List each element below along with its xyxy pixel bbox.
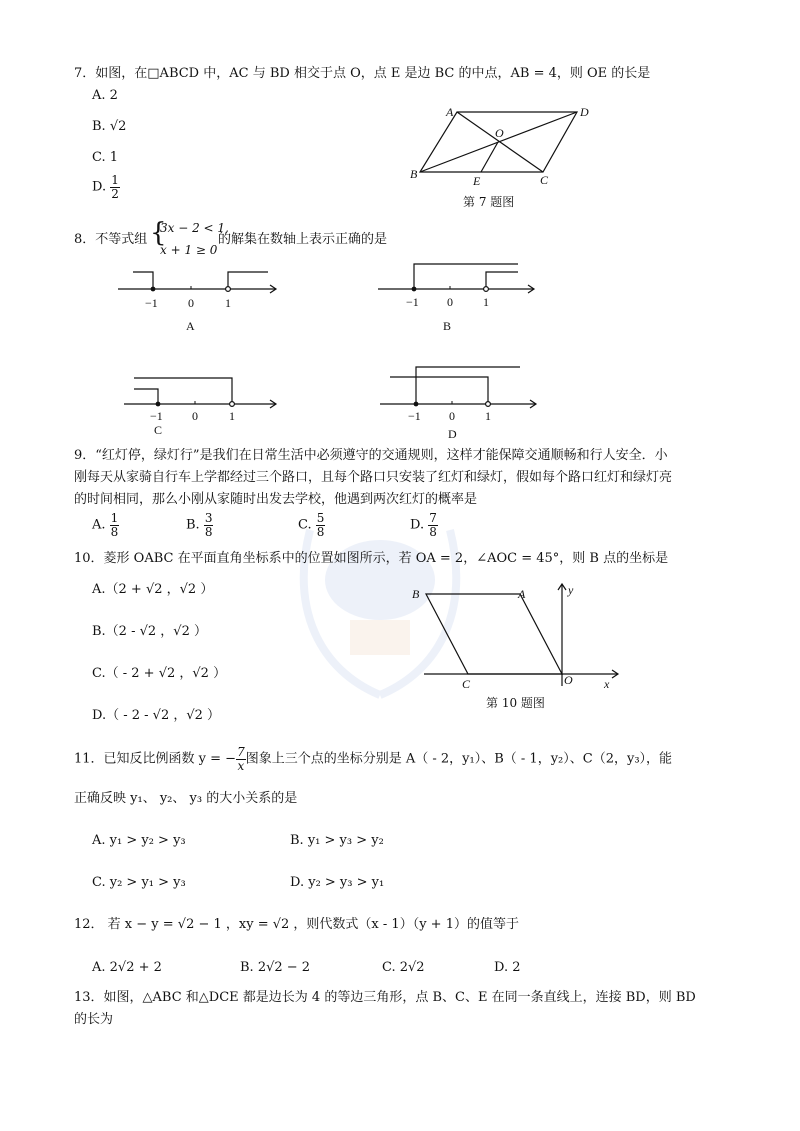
- q11-option-b[interactable]: B. y₁ > y₃ > y₂: [290, 833, 384, 848]
- svg-text:−1: −1: [145, 296, 158, 310]
- q12-option-a[interactable]: A. 2√2 + 2: [92, 960, 162, 975]
- q10-option-d[interactable]: D.（ - 2 - √2 ，√2 ）: [92, 708, 221, 723]
- q8-numberline-b[interactable]: [378, 260, 548, 340]
- q7-label-c: C: [540, 173, 549, 187]
- q10-label-x: x: [604, 677, 610, 691]
- q7-label-b: B: [410, 167, 418, 181]
- q8-ineq-1: 3x − 2 < 1,: [160, 221, 229, 235]
- q12-stem: 12． 若 x − y = √2 − 1 ，xy = √2 ，则代数式（x - 1）（y + 1）的值等于: [74, 917, 519, 932]
- q10-option-a[interactable]: A.（2 + √2 ，√2 ）: [92, 582, 214, 597]
- svg-text:0: 0: [188, 296, 194, 310]
- q7-label-a: A: [446, 105, 454, 119]
- q9-line-2: 刚每天从家骑自行车上学都经过三个路口，且每个路口只安装了红灯和绿灯，假如每个路口红灯和绿灯亮: [74, 470, 673, 485]
- q10-option-c[interactable]: C.（ - 2 + √2 ，√2 ）: [92, 666, 227, 681]
- q10-label-o: O: [564, 673, 573, 687]
- svg-text:1: 1: [483, 295, 489, 309]
- q7-option-d[interactable]: D. $\frac{1}{2}$: [92, 173, 119, 201]
- q10-label-c: C: [462, 677, 471, 691]
- q9-option-a[interactable]: A. $\frac{1}{8}$: [92, 511, 119, 539]
- svg-text:−1: −1: [406, 295, 419, 309]
- q9-line-1: 9．“红灯停，绿灯行”是我们在日常生活中必须遵守的交通规则，这样才能保障交通顺畅和行人安全．小: [74, 448, 668, 463]
- q11-option-a[interactable]: A. y₁ > y₂ > y₃: [92, 833, 186, 848]
- q7-option-b[interactable]: B. √2: [92, 119, 127, 134]
- q11-line-2: 正确反映 y₁、 y₂、 y₃ 的大小关系的是: [74, 791, 298, 806]
- q7-option-c[interactable]: C. 1: [92, 150, 119, 165]
- q7-figure-caption: 第 7 题图: [463, 195, 515, 209]
- q8-option-b-label: B: [443, 319, 452, 333]
- q9-option-b[interactable]: B. $\frac{3}{8}$: [186, 511, 213, 539]
- svg-text:0: 0: [447, 295, 453, 309]
- q10-label-a: A: [518, 587, 526, 601]
- svg-text:−1: −1: [408, 409, 421, 423]
- q7-label-d: D: [580, 105, 589, 119]
- svg-text:0: 0: [192, 409, 198, 423]
- q10-stem: 10．菱形 OABC 在平面直角坐标系中的位置如图所示，若 OA = 2，∠AOC = 45°，则 B 点的坐标是: [74, 551, 669, 566]
- q7-label-o: O: [495, 126, 504, 140]
- q10-figure-caption: 第 10 题图: [486, 696, 545, 710]
- svg-text:0: 0: [449, 409, 455, 423]
- q12-option-d[interactable]: D. 2: [494, 960, 521, 975]
- q8-option-c-label: C: [154, 423, 163, 437]
- q8-stem-pre: 8．不等式组: [74, 232, 148, 247]
- q12-option-b[interactable]: B. 2√2 − 2: [240, 960, 311, 975]
- q13-line-2: 的长为: [74, 1012, 114, 1027]
- svg-text:1: 1: [485, 409, 491, 423]
- q8-ineq-2: x + 1 ≥ 0: [160, 243, 218, 257]
- q10-option-b[interactable]: B.（2 - √2 ，√2 ）: [92, 624, 207, 639]
- q11-option-d[interactable]: D. y₂ > y₃ > y₁: [290, 875, 385, 890]
- q8-option-d-label: D: [448, 427, 457, 441]
- q8-brace: {: [150, 218, 167, 248]
- q8-numberline-a[interactable]: [118, 262, 288, 342]
- q13-line-1: 13．如图，△ABC 和△DCE 都是边长为 4 的等边三角形，点 B、C、E 在同一条直线上，连接 BD，则 BD: [74, 990, 696, 1005]
- svg-text:1: 1: [229, 409, 235, 423]
- q7-label-e: E: [473, 174, 481, 188]
- q10-label-b: B: [412, 587, 420, 601]
- q7-option-a[interactable]: A. 2: [92, 88, 118, 103]
- svg-text:1: 1: [225, 296, 231, 310]
- q9-option-d[interactable]: D. $\frac{7}{8}$: [410, 511, 437, 539]
- q12-option-c[interactable]: C. 2√2: [382, 960, 425, 975]
- q8-option-a-label: A: [186, 319, 195, 333]
- q8-numberline-c[interactable]: [124, 370, 294, 437]
- q7-parallelogram-figure: [400, 100, 600, 200]
- q10-label-y: y: [568, 583, 574, 597]
- q11-option-c[interactable]: C. y₂ > y₁ > y₃: [92, 875, 186, 890]
- q8-stem-post: 的解集在数轴上表示正确的是: [218, 232, 388, 247]
- q10-rhombus-figure: [410, 580, 630, 690]
- q7-stem: 7．如图，在□ABCD 中，AC 与 BD 相交于点 O，点 E 是边 BC 的中点，AB = 4，则 OE 的长是: [74, 66, 651, 81]
- q9-line-3: 的时间相同，那么小刚从家随时出发去学校，他遇到两次红灯的概率是: [74, 492, 478, 507]
- q8-numberline-d[interactable]: [380, 360, 550, 440]
- q9-option-c[interactable]: C. $\frac{5}{8}$: [298, 511, 325, 539]
- q11-stem: 11．已知反比例函数 y = − $\frac{7}{x}$ 图象上三个点的坐标分别是 A（ - 2，y₁）、B（ - 1，y₂）、C（2，y₃），能: [74, 745, 673, 773]
- svg-text:−1: −1: [150, 409, 163, 423]
